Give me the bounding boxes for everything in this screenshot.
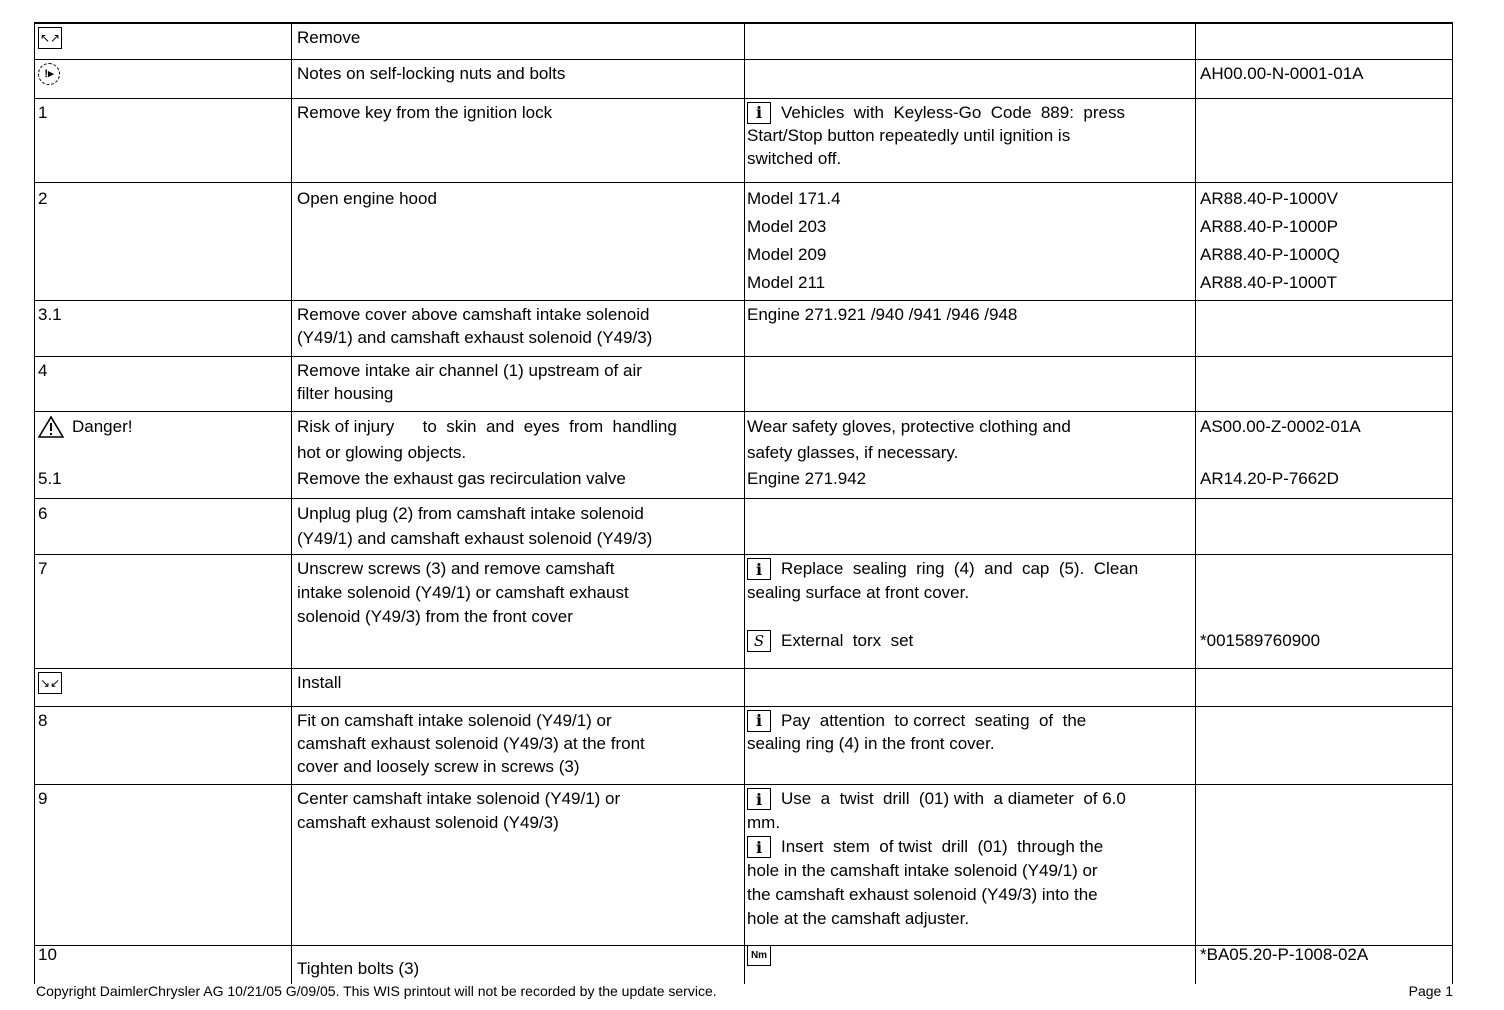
text: Center camshaft intake solenoid (Y49/1) or bbox=[297, 789, 621, 808]
table-row bbox=[34, 99, 1453, 183]
info-icon: i bbox=[747, 836, 771, 858]
text: Risk of injury to skin and eyes from handling bbox=[297, 417, 677, 436]
warning-icon bbox=[38, 416, 64, 438]
step-cell bbox=[34, 183, 291, 300]
text-line bbox=[747, 241, 1191, 269]
note-cell bbox=[744, 555, 1195, 668]
step-cell bbox=[34, 24, 291, 59]
text-line bbox=[38, 466, 287, 492]
text-line bbox=[38, 101, 287, 124]
reference-cell bbox=[1195, 669, 1453, 706]
text: 5.1 bbox=[38, 469, 62, 488]
action-cell bbox=[291, 183, 744, 300]
text: cover and loosely screw in screws (3) bbox=[297, 756, 580, 776]
text-line bbox=[38, 185, 287, 213]
text-line bbox=[297, 581, 740, 605]
text: hole at the camshaft adjuster. bbox=[747, 909, 970, 928]
text-line bbox=[297, 414, 740, 440]
reference-cell bbox=[1195, 946, 1453, 984]
text: mm. bbox=[747, 813, 781, 832]
notes-icon: !▸ bbox=[38, 63, 60, 85]
step-cell bbox=[34, 60, 291, 98]
text-line bbox=[297, 185, 740, 213]
procedure-table bbox=[34, 22, 1453, 984]
text: safety glasses, if necessary. bbox=[747, 443, 959, 462]
action-cell bbox=[291, 669, 744, 706]
text-line bbox=[1200, 414, 1448, 440]
text-line bbox=[297, 326, 740, 349]
text-line bbox=[747, 101, 1191, 124]
text-line bbox=[747, 466, 1191, 492]
text: switched off. bbox=[747, 148, 842, 168]
text: Use a twist drill (01) with a diameter of 6.0 bbox=[781, 789, 1126, 808]
text: Model 171.4 bbox=[747, 189, 841, 208]
text: Model 211 bbox=[747, 273, 826, 292]
text: Remove bbox=[297, 27, 361, 47]
text-line bbox=[297, 755, 740, 778]
action-cell bbox=[291, 707, 744, 784]
text: AR88.40-P-1000T bbox=[1200, 273, 1338, 292]
text: intake solenoid (Y49/1) or camshaft exhaust bbox=[297, 583, 629, 602]
text: Remove cover above camshaft intake solenoid bbox=[297, 304, 650, 324]
text: solenoid (Y49/3) from the front cover bbox=[297, 607, 573, 626]
text-line bbox=[747, 859, 1191, 883]
text: Pay attention to correct seating of the bbox=[781, 710, 1087, 730]
table-row bbox=[34, 785, 1453, 946]
text: hot or glowing objects. bbox=[297, 443, 467, 462]
text-line bbox=[747, 185, 1191, 213]
table-row bbox=[34, 555, 1453, 669]
text: Remove intake air channel (1) upstream of air bbox=[297, 360, 642, 380]
text-line bbox=[747, 147, 1191, 170]
page-footer bbox=[36, 983, 1453, 999]
table-row bbox=[34, 946, 1453, 984]
text-line bbox=[1200, 440, 1448, 466]
text: Replace sealing ring (4) and cap (5). Clean bbox=[781, 559, 1139, 578]
page-number: Page 1 bbox=[1408, 983, 1453, 999]
info-icon: i bbox=[747, 788, 771, 810]
text-line bbox=[747, 787, 1191, 811]
text: Unscrew screws (3) and remove camshaft bbox=[297, 559, 615, 578]
text: Danger! bbox=[72, 417, 133, 436]
text-line bbox=[38, 948, 287, 962]
text: 3.1 bbox=[38, 304, 62, 324]
text-line bbox=[297, 466, 740, 492]
text: camshaft exhaust solenoid (Y49/3) at the front bbox=[297, 733, 645, 753]
action-cell bbox=[291, 946, 744, 984]
text-line bbox=[297, 526, 740, 551]
note-cell bbox=[744, 99, 1195, 182]
text: 7 bbox=[38, 559, 48, 578]
text-line bbox=[297, 501, 740, 526]
remove-icon: ↖↗ bbox=[38, 27, 62, 49]
text-line bbox=[297, 787, 740, 811]
reference-cell bbox=[1195, 183, 1453, 300]
note-cell bbox=[744, 183, 1195, 300]
reference-cell bbox=[1195, 301, 1453, 356]
text: Remove the exhaust gas recirculation valve bbox=[297, 469, 626, 488]
text: AS00.00-Z-0002-01A bbox=[1200, 417, 1361, 436]
table-row bbox=[34, 669, 1453, 707]
text: Fit on camshaft intake solenoid (Y49/1) or bbox=[297, 710, 612, 730]
reference-cell bbox=[1195, 60, 1453, 98]
text-line bbox=[1200, 948, 1448, 962]
action-cell bbox=[291, 99, 744, 182]
text-line bbox=[747, 124, 1191, 147]
step-cell bbox=[34, 785, 291, 945]
step-cell bbox=[34, 357, 291, 411]
text: Remove key from the ignition lock bbox=[297, 102, 553, 122]
text-line bbox=[747, 907, 1191, 931]
text-line bbox=[747, 605, 1191, 629]
text-line bbox=[1200, 466, 1448, 492]
table-row bbox=[34, 24, 1453, 60]
info-icon: i bbox=[747, 102, 771, 124]
text: Model 203 bbox=[747, 217, 827, 236]
text: Engine 271.942 bbox=[747, 469, 867, 488]
text-line bbox=[747, 557, 1191, 581]
text-line bbox=[1200, 557, 1448, 581]
text: *BA05.20-P-1008-02A bbox=[1200, 946, 1369, 964]
text-line bbox=[297, 959, 740, 978]
step-cell bbox=[34, 301, 291, 356]
text-line bbox=[38, 62, 287, 85]
table-row bbox=[34, 301, 1453, 357]
note-cell bbox=[744, 946, 1195, 984]
text: Tighten bolts (3) bbox=[297, 959, 420, 978]
action-cell bbox=[291, 499, 744, 554]
text: (Y49/1) and camshaft exhaust solenoid (Y49/3) bbox=[297, 327, 653, 347]
text: 9 bbox=[38, 789, 48, 808]
note-cell bbox=[744, 499, 1195, 554]
text-line bbox=[1200, 241, 1448, 269]
table-row bbox=[34, 412, 1453, 499]
note-cell bbox=[744, 301, 1195, 356]
text-line bbox=[297, 382, 740, 405]
text: AR88.40-P-1000Q bbox=[1200, 245, 1340, 264]
reference-cell bbox=[1195, 24, 1453, 59]
reference-cell bbox=[1195, 499, 1453, 554]
text-line bbox=[297, 811, 740, 835]
action-cell bbox=[291, 357, 744, 411]
text: 1 bbox=[38, 102, 48, 122]
reference-cell bbox=[1195, 357, 1453, 411]
text-line bbox=[297, 26, 740, 49]
text-line bbox=[38, 26, 287, 49]
text-line bbox=[38, 501, 287, 526]
text-line bbox=[297, 732, 740, 755]
text-line bbox=[1200, 185, 1448, 213]
install-icon: ↘↙ bbox=[38, 672, 62, 694]
text-line bbox=[38, 557, 287, 581]
table-row bbox=[34, 357, 1453, 412]
table-row bbox=[34, 499, 1453, 555]
text: 4 bbox=[38, 360, 48, 380]
note-cell bbox=[744, 24, 1195, 59]
text-line bbox=[747, 811, 1191, 835]
text-line bbox=[297, 62, 740, 85]
torque-icon: Nm bbox=[747, 946, 771, 966]
step-cell bbox=[34, 946, 291, 984]
text-line bbox=[1200, 581, 1448, 605]
text: Open engine hood bbox=[297, 189, 437, 208]
step-cell bbox=[34, 555, 291, 668]
text-line bbox=[747, 440, 1191, 466]
table-row bbox=[34, 60, 1453, 99]
text: Install bbox=[297, 672, 342, 692]
text: External torx set bbox=[781, 631, 914, 650]
text-line bbox=[1200, 269, 1448, 297]
text: *001589760900 bbox=[1200, 631, 1321, 650]
action-cell bbox=[291, 301, 744, 356]
step-cell bbox=[34, 499, 291, 554]
reference-cell bbox=[1195, 412, 1453, 498]
copyright-text: Copyright DaimlerChrysler AG 10/21/05 G/09/05. This WIS printout will not be recorded by the update service. bbox=[36, 983, 717, 999]
note-cell bbox=[744, 357, 1195, 411]
text: Vehicles with Keyless-Go Code 889: press bbox=[781, 102, 1125, 122]
table-row bbox=[34, 183, 1453, 301]
text: AH00.00-N-0001-01A bbox=[1200, 63, 1364, 83]
text-line bbox=[297, 671, 740, 694]
text: AR14.20-P-7662D bbox=[1200, 469, 1339, 488]
text-line bbox=[38, 414, 287, 440]
text: Wear safety gloves, protective clothing and bbox=[747, 417, 1071, 436]
text-line bbox=[747, 629, 1191, 653]
text-line bbox=[747, 414, 1191, 440]
text-line bbox=[747, 709, 1191, 732]
text-line bbox=[1200, 62, 1448, 85]
text: 2 bbox=[38, 189, 48, 208]
reference-cell bbox=[1195, 99, 1453, 182]
text: 8 bbox=[38, 710, 48, 730]
text-line bbox=[747, 303, 1191, 326]
text: sealing ring (4) in the front cover. bbox=[747, 733, 995, 753]
text-line bbox=[38, 303, 287, 326]
text: (Y49/1) and camshaft exhaust solenoid (Y49/3) bbox=[297, 528, 653, 548]
text-line bbox=[297, 440, 740, 466]
text-line bbox=[38, 787, 287, 811]
info-icon: i bbox=[747, 710, 771, 732]
text-line bbox=[747, 269, 1191, 297]
text-line bbox=[297, 101, 740, 124]
text: sealing surface at front cover. bbox=[747, 583, 970, 602]
text-line bbox=[747, 883, 1191, 907]
text: 10 bbox=[38, 946, 57, 964]
text: AR88.40-P-1000P bbox=[1200, 217, 1338, 236]
reference-cell bbox=[1195, 555, 1453, 668]
text-line bbox=[1200, 213, 1448, 241]
text: Start/Stop button repeatedly until ignition is bbox=[747, 125, 1071, 145]
note-cell bbox=[744, 412, 1195, 498]
table-row bbox=[34, 707, 1453, 785]
reference-cell bbox=[1195, 707, 1453, 784]
text: hole in the camshaft intake solenoid (Y49/1) or bbox=[747, 861, 1098, 880]
info-icon: i bbox=[747, 558, 771, 580]
text-line bbox=[38, 359, 287, 382]
text: camshaft exhaust solenoid (Y49/3) bbox=[297, 813, 559, 832]
tool-icon: S bbox=[747, 630, 771, 652]
step-cell bbox=[34, 707, 291, 784]
text-line bbox=[297, 709, 740, 732]
text-line bbox=[297, 359, 740, 382]
text-line bbox=[747, 948, 1191, 962]
action-cell bbox=[291, 785, 744, 945]
action-cell bbox=[291, 412, 744, 498]
text: Unplug plug (2) from camshaft intake solenoid bbox=[297, 503, 644, 523]
action-cell bbox=[291, 60, 744, 98]
text-line bbox=[747, 835, 1191, 859]
text-line bbox=[747, 581, 1191, 605]
text: Notes on self-locking nuts and bolts bbox=[297, 63, 566, 83]
note-cell bbox=[744, 785, 1195, 945]
text: Insert stem of twist drill (01) through the bbox=[781, 837, 1104, 856]
text-line bbox=[38, 671, 287, 694]
note-cell bbox=[744, 707, 1195, 784]
note-cell bbox=[744, 669, 1195, 706]
text-line bbox=[747, 732, 1191, 755]
text-line bbox=[747, 213, 1191, 241]
text: Model 209 bbox=[747, 245, 827, 264]
reference-cell bbox=[1195, 785, 1453, 945]
text-line bbox=[38, 440, 287, 466]
text-line bbox=[38, 709, 287, 732]
text: 6 bbox=[38, 503, 48, 523]
action-cell bbox=[291, 24, 744, 59]
text-line bbox=[297, 557, 740, 581]
step-cell bbox=[34, 412, 291, 498]
text-line bbox=[297, 605, 740, 629]
text-line bbox=[1200, 629, 1448, 653]
text: the camshaft exhaust solenoid (Y49/3) into the bbox=[747, 885, 1098, 904]
action-cell bbox=[291, 555, 744, 668]
note-cell bbox=[744, 60, 1195, 98]
step-cell bbox=[34, 99, 291, 182]
text: Engine 271.921 /940 /941 /946 /948 bbox=[747, 304, 1018, 324]
step-cell bbox=[34, 669, 291, 706]
text: filter housing bbox=[297, 383, 394, 403]
text-line bbox=[297, 303, 740, 326]
text-line bbox=[1200, 605, 1448, 629]
text: AR88.40-P-1000V bbox=[1200, 189, 1338, 208]
